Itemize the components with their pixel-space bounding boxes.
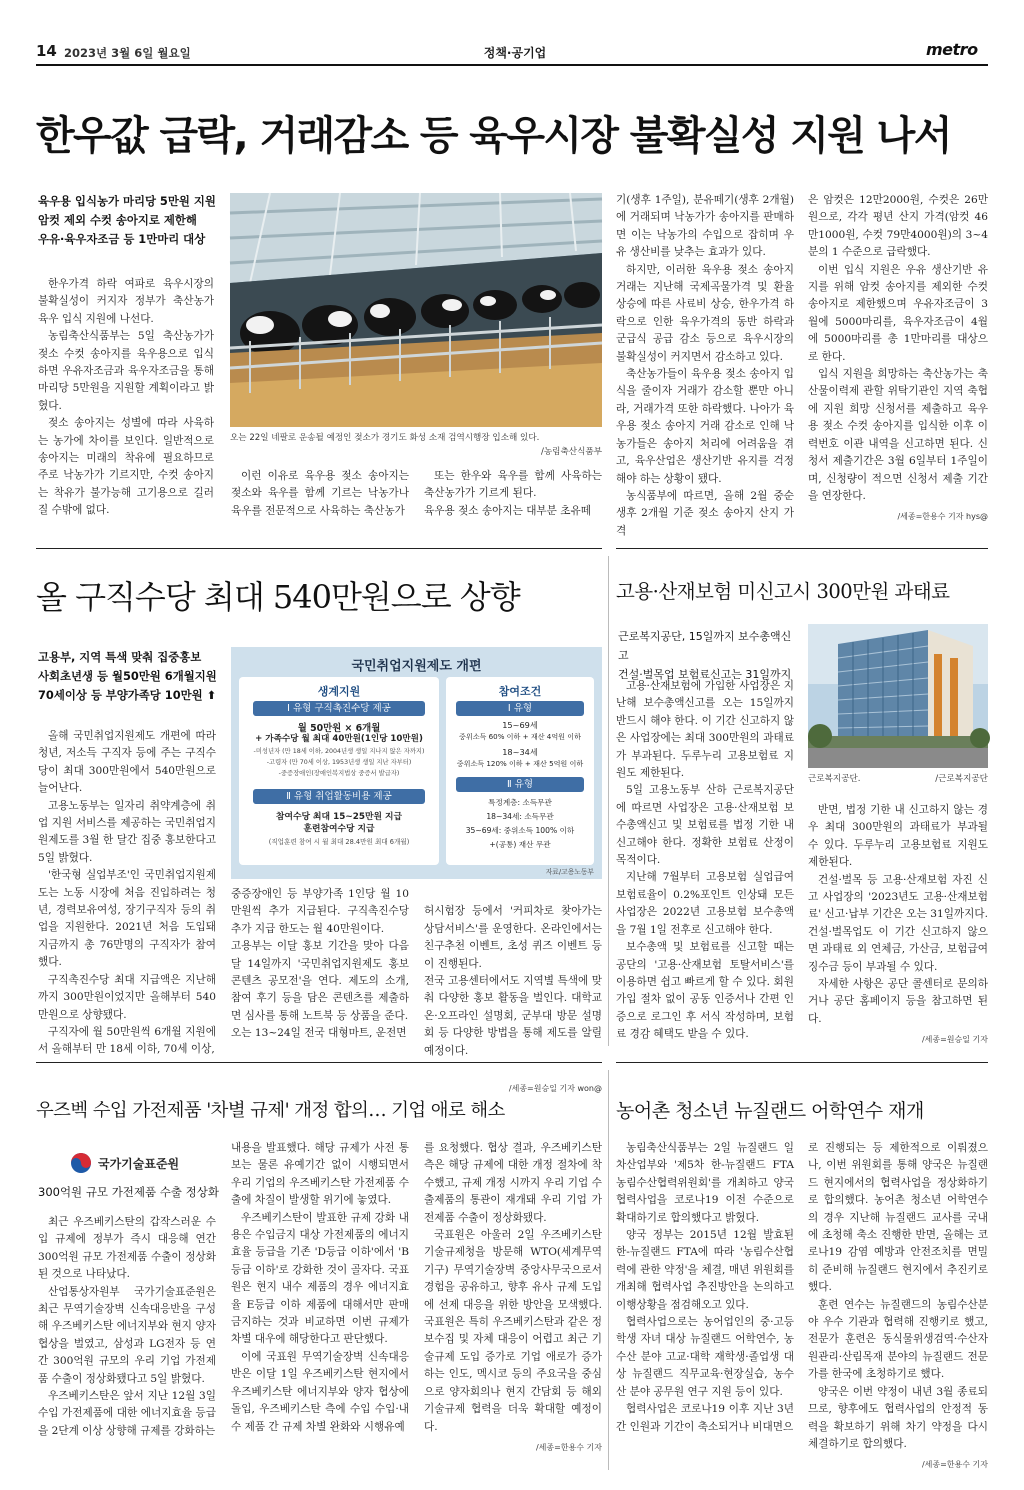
article1-sub-line: 육우용 입식농가 마리당 5만원 지원 xyxy=(38,194,216,208)
article2-headline: 올 구직수당 최대 540만원으로 상향 xyxy=(36,578,520,616)
article3-byline: /세종=원승일 기자 xyxy=(921,1035,988,1045)
paragraph: 젖소 송아지는 성별에 따라 사육하는 농가에 차이를 보인다. 일반적으로 송아지는 미래의 착유에 필요하므로 주로 낙농가가 기르지만, 수컷 송아지는 착유가 불가능해 고기용으로 길러질 수밖에 없다. xyxy=(38,417,214,517)
paragraph: 5일 고용노동부 산하 근로복지공단에 따르면 사업장은 고용·산재보험 보수총액신고 및 보험료를 법정 기한 내 신고해야 한다. 정확한 보험료 산정이 목적이다. xyxy=(616,784,794,867)
article3-headline: 고용·산재보험 미신고시 300만원 과태료 xyxy=(616,580,950,603)
infobox-right-heading: 참여조건 xyxy=(498,685,542,698)
paragraph: 우즈베키스탄이 발표한 규제 강화 내용은 수입금지 대상 가전제품의 에너지효율 등급을 기존 'D등급 이하'에서 'B등급 이하'로 강화한 것이 골자다. 국표원은 현지 내수 제품의 경우 에너지효율 E등급 이하 제품에 대해서만 판매금지하는 것과 비교하면 이번 규제가 차별 대우에 해당한다고 판단했다. xyxy=(231,1211,409,1346)
header-rule xyxy=(36,64,988,66)
infobox-cond2-line: 18~34세: 소득무관 xyxy=(486,812,554,821)
paragraph: 이에 국표원 무역기술장벽 신속대응반은 이달 1일 우즈베키스탄 현지에서 우즈베키스탄 에너지부와 양자 협상에 돌입, 우즈베키스탄 측에 수입 수입·내수 제품 간 규제 차별 완화와 시행유예 xyxy=(231,1350,409,1433)
article2-sub-line: 고용부, 지역 특색 맞춰 집중홍보 xyxy=(38,650,202,664)
paragraph: '한국형 실업부조'인 국민취업지원제도는 노동 시장에 처음 진입하려는 청년, 경력보유여성, 장기구직자 등의 취업을 지원한다. 2021년 처음 도입돼 지금까지 총 76만명의 구직자가 참여했다. xyxy=(38,869,216,969)
infobox-right-panel xyxy=(446,677,594,865)
paragraph: 우즈베키스탄은 앞서 지난 12월 3일 수입 가전제품에 대한 에너지효율 등급을 2단계 이상 상향해 규제를 강화하는 xyxy=(38,1390,216,1437)
job-support-infobox xyxy=(231,647,602,879)
article3-col1 xyxy=(616,678,794,1042)
paragraph: 이번 입식 지원은 우유 생산기반 유지를 위해 암컷 송아지를 제외한 수컷 송아지로 제한했으며 우유자조금이 3월에 5000마리를, 육우자조금이 4월에 5000마리를 총 1만마리를 대상으로 한다. xyxy=(808,263,988,363)
paragraph: 구직촉진수당 최대 지급액은 지난해까지 300만원이었지만 올해부터 540만원으로 상향됐다. xyxy=(38,973,216,1021)
metro-logo: metro xyxy=(926,40,978,59)
paragraph: 중증장애인 등 부양가족 1인당 월 10만원씩 추가 지급된다. 구직촉진수당 추가 지급 한도는 월 40만원이다. 고용부는 이달 홍보 기간을 맞아 다음 달 14일까지 '국민취업지원제도 홍보콘텐츠 공모전'을 연다. 제도의 소개, 참여 후기 등을 담은 콘텐츠를 제출하면 심사를 통해 노트북 등 상품을 준다. 오는 13~24일 전국 대형마트, 운전면 xyxy=(231,888,409,1040)
article4-col1 xyxy=(38,1214,216,1470)
article3-photo-credit: /근로복지공단 xyxy=(935,774,988,784)
paragraph: 은 암컷은 12만2000원, 수컷은 26만원으로, 각각 평년 산지 가격(암컷 46만1000원, 수컷 79만4000원)의 3~4분의 1 수준으로 급락했다. xyxy=(808,194,988,259)
article2-subhead xyxy=(38,648,218,705)
infobox-cond2-line: +(공통) 재산 무관 xyxy=(489,840,551,849)
cow-barn-photo xyxy=(230,193,602,427)
infobox-type1-main: + 가족수당 월 최대 40만원(1인당 10만원) xyxy=(255,734,423,744)
article3-col2 xyxy=(808,802,988,1045)
column-divider xyxy=(608,1070,609,1470)
paragraph: 최근 우즈베키스탄의 갑작스러운 수입 규제에 정부가 즉시 대응해 연간 300억원 규모 가전제품 수출이 정상화된 것으로 나타났다. xyxy=(38,1216,216,1281)
paragraph: 지난해 7월부터 고용보험 실업급여 보험료율이 0.2%포인트 인상돼 모든 사업장은 2022년 고용보험 보수총액을 7월 1일 전후로 신고해야 한다. xyxy=(616,871,794,936)
article4-col2 xyxy=(231,1140,409,1470)
infobox-cond1-pill: Ⅰ 유형 xyxy=(456,701,584,716)
paragraph: 하지만, 이러한 육우용 젖소 송아지 거래는 지난해 국제곡물가격 및 환율 상승에 따른 사료비 상승, 한우가격 하락으로 인한 육우가격의 동반 하락과 군급식 공급 감소 등으로 육우시장의 불확실성이 커지면서 감소하고 있다. xyxy=(616,263,794,363)
section-divider xyxy=(616,1062,988,1063)
article3-photo-caption: 근로복지공단. xyxy=(808,774,861,784)
article2-byline: /세종=원승일 기자 won@ xyxy=(508,1084,602,1094)
article1-sub-line: 암컷 제외 수컷 송아지로 제한해 xyxy=(38,213,197,227)
article2-col3 xyxy=(424,886,602,1094)
article2-col1 xyxy=(38,728,216,1056)
paragraph: 자세한 사항은 공단 콜센터로 문의하거나 공단 홈페이지 등을 참고하면 된다. xyxy=(808,978,988,1025)
article1-photo-caption: 오는 22일 네팔로 운송될 예정인 젖소가 경기도 화성 소재 검역시행장 입소해 있다. xyxy=(230,433,540,443)
article4-subhead: 300억원 규모 가전제품 수출 정상화 xyxy=(38,1185,219,1199)
article1-col5 xyxy=(808,192,988,522)
section-name: 정책·공기업 xyxy=(483,46,547,60)
paragraph: 보수총액 및 보험료를 신고할 때는 공단의 '고용·산재보험 토탈서비스'를 이용하면 쉽고 빠르게 할 수 있다. 회원가입 절차 없이 공동 인증서나 간편 인증으로 로그인 후 서식 작성하며, 보험료 경감 혜택도 받을 수 있다. xyxy=(616,941,794,1041)
infobox-cond2-line: 특정계층: 소득무관 xyxy=(488,798,552,807)
infobox-title: 국민취업지원제도 개편 xyxy=(351,659,482,674)
article1-subhead xyxy=(38,192,218,249)
infobox-type2-main: 참여수당 최대 15~25만원 지급 xyxy=(275,812,403,822)
paragraph: 구직자에 월 50만원씩 6개월 지원에서 올해부터 만 18세 이하, 70세 이상, xyxy=(38,1025,216,1056)
paragraph: 양국 정부는 2015년 12월 발효된 한-뉴질랜드 FTA에 따라 '농림수산협력에 관한 약정'을 체결, 매년 위원회를 개최해 협력사업 추진방안을 논의하고 이행상황을 점검해오고 있다. xyxy=(616,1229,794,1311)
paragraph: 입식 지원을 희망하는 축산농가는 축산물이력제 관할 위탁기관인 지역 축협에 지원 희망 신청서를 제출하고 육우용 젖소 수컷 송아지를 입식한 이후 이력번호 이관 내역을 신고하면 된다. 신청서 제출기간은 3월 6일부터 1주일이며, 신청량이 적으면 신청서 제출 기간을 연장한다. xyxy=(808,368,988,502)
paragraph: 또는 한우와 육우를 함께 사육하는 축산농가가 기르게 된다. 육우용 젖소 송아지는 대부분 초유떼 xyxy=(424,470,602,517)
issue-date: 2023년 3월 6일 월요일 xyxy=(64,46,191,60)
paragraph: 건설·벌목 등 고용·산재보험 자진 신고 사업장의 '2023년도 고용·산재보험료' 신고·납부 기간은 오는 31일까지다. 건설·벌목업도 이 기간 신고하지 않으면 과태료 외 연체금, 가산금, 보험급여 징수금 등이 부과될 수 있다. xyxy=(808,873,988,973)
welfare-building-photo xyxy=(808,624,988,768)
paragraph: 이런 이유로 육우용 젖소 송아지는 젖소와 육우를 함께 기르는 낙농가나 육우를 전문적으로 사육하는 축산농가 xyxy=(231,470,409,517)
section-divider xyxy=(36,1062,602,1063)
article4-headline: 우즈벡 수입 가전제품 '차별 규제' 개정 합의… 기업 애로 해소 xyxy=(36,1100,505,1121)
paragraph: 로 진행되는 등 제한적으로 이뤄졌으나, 이번 위원회를 통해 양국은 뉴질랜드 현지에서의 협력사업을 정상화하기로 합의했다. 농어촌 청소년 어학연수의 경우 지난해 뉴질랜드 교사를 국내에 초청해 축소 진행한 반면, 올해는 코로나19 감염 예방과 안전조치를 면밀히 준비해 뉴질랜드 현지에서 추진키로 했다. xyxy=(808,1142,988,1294)
article1-col1 xyxy=(38,276,214,520)
article1-col2 xyxy=(231,468,409,522)
paragraph: 반면, 법정 기한 내 신고하지 않는 경우 최대 300만원의 과태료가 부과될 수 있다. 두루누리 고용보험료 지원도 제한된다. xyxy=(808,804,988,869)
infobox-cond1-line: 중위소득 60% 이하 + 재산 4억원 이하 xyxy=(459,732,581,741)
infobox-type2-note: (직업훈련 참여 시 월 최대 28.4만원 최대 6개월) xyxy=(268,838,410,846)
infobox-cond1-line: 18~34세 xyxy=(502,747,538,757)
paragraph: 를 요청했다. 협상 결과, 우즈베키스탄 측은 해당 규제에 대한 개정 절차에 착수했고, 규제 개정 시까지 우리 기업 수출제품의 통관이 재개돼 우리 기업 가전제품 수출이 정상화됐다. xyxy=(424,1142,602,1224)
paragraph: 내용을 발표했다. 해당 규제가 사전 통보는 물론 유예기간 없이 시행되면서 우리 기업의 우즈베키스탄 가전제품 수출에 차질이 발생할 위기에 놓였다. xyxy=(231,1142,409,1207)
infobox-type2-main: 훈련참여수당 지급 xyxy=(303,824,375,834)
article1-col3 xyxy=(424,468,602,522)
paragraph: 고용·산재보험에 가입한 사업장은 지난해 보수총액신고를 오는 15일까지 반드시 해야 한다. 이 기간 신고하지 않은 사업장에는 최대 300만원의 과태료가 부과된다. 두루누리 고용보험료 지원도 제한된다. xyxy=(616,680,794,780)
infobox-left-heading: 생계지원 xyxy=(317,685,361,698)
paragraph: 축산농가들이 육우용 젖소 송아지 입식을 줄이자 거래가 감소할 뿐만 아니라, 거래가격 또한 하락했다. 나아가 육우용 젖소 송아지 거래 감소로 인해 낙농가들은 송아지 처리에 어려움을 겪고, 육우산업은 생산기반 유지를 걱정해야 하는 상황이 됐다. xyxy=(616,368,794,485)
article3-subhead xyxy=(618,627,798,684)
article1-byline: /세종=한용수 기자 hys@ xyxy=(897,512,988,522)
section-divider xyxy=(616,548,988,549)
paragraph: 농식품부에 따르면, 올해 2월 중순 생후 2개월 기준 젖소 송아지 산지 가격 xyxy=(616,489,794,537)
infobox-type2-pill: Ⅱ 유형 취업활동비용 제공 xyxy=(253,789,425,804)
paragraph: 허시험장 등에서 '커피차로 찾아가는 상담서비스'를 운영한다. 온라인에서는 친구추천 이벤트, 초성 퀴즈 이벤트 등이 진행된다. 전국 고용센터에서도 지역별 특색에 맞춰 다양한 홍보 활동을 벌인다. 대학교 온·오프라인 설명회, 군부대 방문 설명회 등 다양한 방법을 통해 제도를 알릴 예정이다. xyxy=(424,905,602,1057)
paragraph: 고용노동부는 일자리 취약계층에 취업 지원 서비스를 제공하는 국민취업지원제도를 3월 한 달간 집중 홍보한다고 5일 밝혔다. xyxy=(38,799,216,864)
article2-col2 xyxy=(231,886,409,1042)
article5-col1 xyxy=(616,1140,794,1470)
article3-sub-line: 건설·벌목업 보험료신고는 31일까지 xyxy=(618,668,792,681)
infobox-type1-note: -고령자 (만 70세 이상, 1953년생 생일 지난 자부터) xyxy=(266,759,412,766)
korea-emblem-icon xyxy=(70,1152,92,1174)
kats-logo-text: 국가기술표준원 xyxy=(98,1157,180,1171)
article4-col3 xyxy=(424,1140,602,1470)
infobox-type1-note: -미성년자 (만 18세 이하, 2004년생 생일 지나지 않은 자까지) xyxy=(253,748,425,755)
infobox-type1-pill: Ⅰ 유형 구직촉진수당 제공 xyxy=(253,701,425,716)
article1-col4 xyxy=(616,192,794,537)
paragraph: 양국은 이번 약정이 내년 3월 종료되므로, 향후에도 협력사업의 안정적 동력을 확보하기 위해 차기 약정을 다시 체결하기로 합의했다. xyxy=(808,1385,988,1450)
infobox-cond1-line: 15~69세 xyxy=(502,720,538,730)
infobox-type1-main: 월 50만원 × 6개월 xyxy=(297,723,381,734)
paragraph: 농림축산식품부는 2일 뉴질랜드 일차산업부와 '제5차 한-뉴질랜드 FTA 농림수산협력위원회'를 개최하고 양국 협력사업을 코로나19 이전 수준으로 확대하기로 합의했다고 밝혔다. xyxy=(616,1142,794,1224)
column-divider xyxy=(608,556,609,1046)
infobox-type1-note: -중증장애인(장애인복지법상 중증서 발급자) xyxy=(278,770,400,777)
paragraph: 훈련 연수는 뉴질랜드의 농림수산분야 우수 기관과 협력해 진행키로 했고, 전문가 훈련은 동식물위생검역·수산자원관리·산림목재 분야의 뉴질랜드 전문가를 한국에 초청하기로 했다. xyxy=(808,1298,988,1381)
paragraph: 기(생후 1주일), 분유떼기(생후 2개월)에 거래되며 낙농가가 송아지를 판매하면 이는 낙농가의 수입으로 잡히며 우유 생산비를 낮추는 효과가 있다. xyxy=(616,194,794,259)
paragraph: 국표원은 아울러 2일 우즈베키스탄 기술규제청을 방문해 WTO(세계무역기구) 무역기술장벽 중앙사무국으로서 경험을 공유하고, 향후 유사 규제 도입에 선제 대응을 위한 방안을 모색했다. 국표원은 특히 우즈베키스탄과 같은 정보수집 및 자체 대응이 어렵고 최근 기술규제 도입 증가로 기업 애로가 증가하는 인도, 멕시코 등의 주요국을 중심으로 양자회의나 현지 간담회 등 해외 기술규제 협력을 더욱 확대할 예정이다. xyxy=(424,1229,602,1433)
paragraph: 농림축산식품부는 5일 축산농가가 젖소 수컷 송아지를 육우용으로 입식하면 우유자조금과 육우자조금을 통해 마리당 5만원을 지원할 계획이라고 밝혔다. xyxy=(38,330,214,412)
infobox-left-panel xyxy=(239,677,439,865)
section-divider xyxy=(36,548,602,549)
paragraph: 협력사업으로는 농어업인의 중·고등학생 자녀 대상 뉴질랜드 어학연수, 농수산 분야 고교·대학 재학생·졸업생 대상 뉴질랜드 직무교육·현장실습, 농수산 분야 공무원 연구 지원 등이 있다. xyxy=(616,1316,794,1398)
article5-col2 xyxy=(808,1140,988,1470)
article5-headline: 농어촌 청소년 뉴질랜드 어학연수 재개 xyxy=(616,1100,924,1122)
article4-byline: /세종=한용수 기자 xyxy=(535,1442,602,1452)
paragraph: 한우가격 하락 여파로 육우시장의 불확실성이 커지자 정부가 축산농가 육우 입식 지원에 나선다. xyxy=(38,278,214,325)
infobox-cond1-line: 중위소득 120% 이하 + 재산 5억원 이하 xyxy=(456,759,584,768)
paragraph: 올해 국민취업지원제도 개편에 따라 청년, 저소득 구직자 등에 주는 구직수당이 최대 300만원에서 540만원으로 늘어난다. xyxy=(38,730,216,795)
article1-sub-line: 우유·육우자조금 등 1만마리 대상 xyxy=(38,232,206,246)
paragraph: 산업통상자원부 국가기술표준원은 최근 무역기술장벽 신속대응반을 구성해 우즈베키스탄 에너지부와 현지 양자협상을 벌였고, 삼성과 LG전자 등 연간 300억원 규모의 우리 기업 가전제품 수출이 정상화됐다고 5일 밝혔다. xyxy=(38,1285,216,1385)
article5-byline: /세종=한용수 기자 xyxy=(921,1460,988,1470)
infobox-cond2-pill: Ⅱ 유형 xyxy=(456,777,584,792)
article2-sub-line: 70세이상 등 부양가족당 10만원 ⬆ xyxy=(38,688,217,702)
kats-logo xyxy=(70,1152,210,1174)
article1-photo-credit: /농림축산식품부 xyxy=(540,447,602,457)
infobox-source: 자료/고용노동부 xyxy=(545,868,594,876)
page-number: 14 xyxy=(36,42,57,60)
article2-sub-line: 사회초년생 등 월50만원 6개월지원 xyxy=(38,669,217,683)
infobox-cond2-line: 35~69세: 중위소득 100% 이하 xyxy=(465,826,575,835)
article3-sub-line: 근로복지공단, 15일까지 보수총액신고 xyxy=(618,630,792,662)
article1-headline: 한우값 급락, 거래감소 등 육우시장 불확실성 지원 나서 xyxy=(36,113,951,159)
paragraph: 협력사업은 코로나19 이후 지난 3년간 인원과 기간이 축소되거나 비대면으 xyxy=(616,1403,794,1433)
